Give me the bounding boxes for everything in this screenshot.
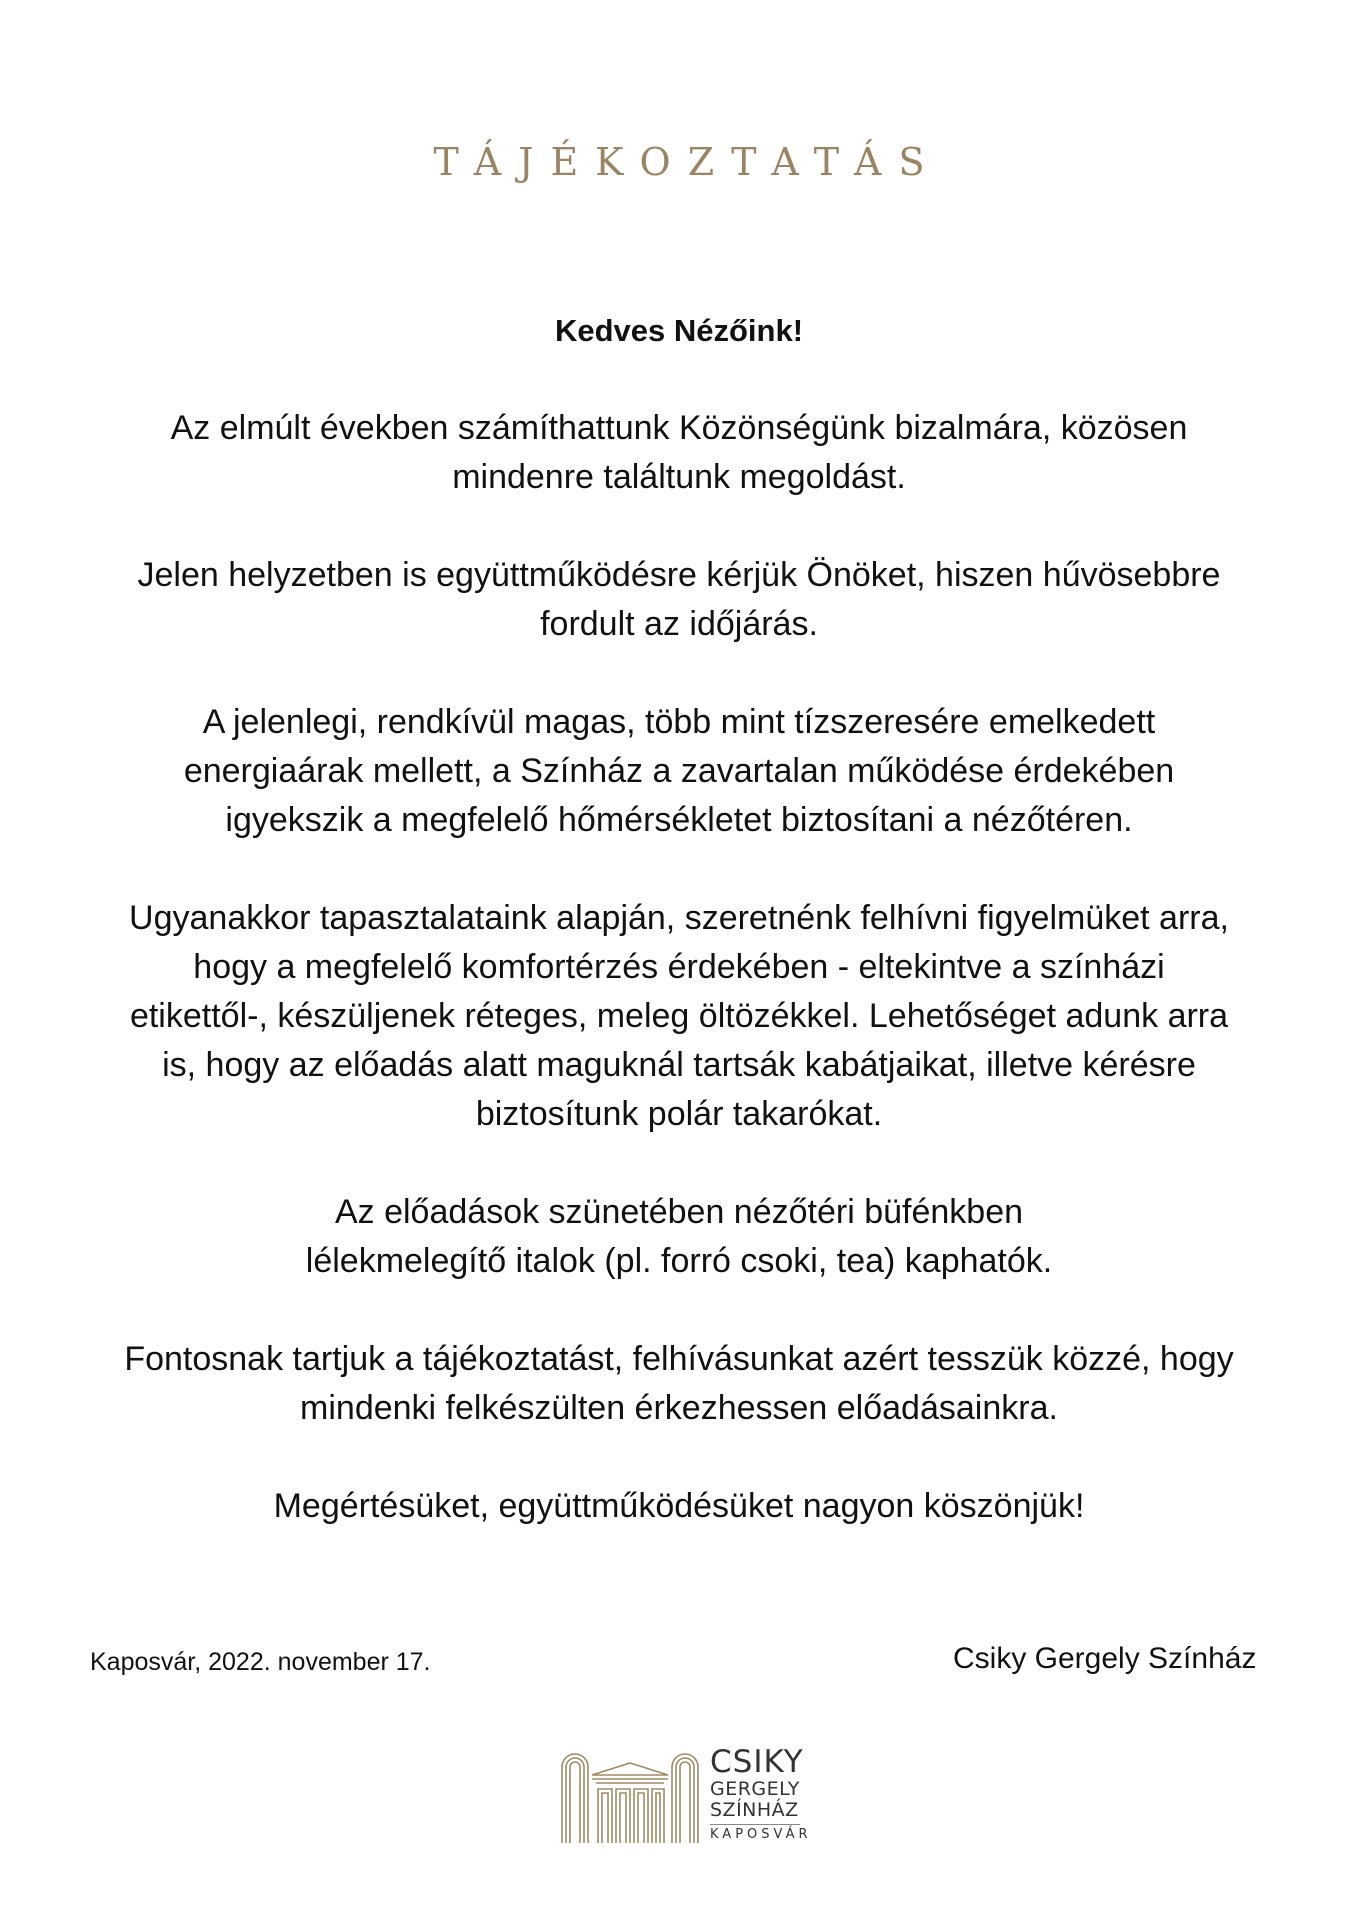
theatre-building-icon <box>560 1745 700 1845</box>
greeting: Kedves Nézőink! <box>554 313 804 348</box>
paragraph-line: Fontosnak tartjuk a tájékoztatást, felhívásunkat azért tesszük közzé, hogy <box>124 1340 1234 1378</box>
paragraph-spacer <box>0 1286 1358 1335</box>
paragraph <box>0 1482 1358 1531</box>
paragraph-line: Megértésüket, együttműködésüket nagyon köszönjük! <box>273 1487 1085 1525</box>
logo-line-1: CSIKY <box>710 1744 804 1780</box>
paragraph <box>0 1335 1358 1433</box>
paragraph-spacer <box>0 845 1358 894</box>
paragraph-line: Az előadások szünetében nézőtéri büfénkben <box>334 1193 1024 1231</box>
letter-body <box>0 306 1358 1531</box>
paragraph <box>0 404 1358 502</box>
paragraph-line: energiaárak mellett, a Színház a zavartalan működése érdekében <box>183 752 1175 790</box>
paragraph-line: mindenre találtunk megoldást. <box>452 458 906 496</box>
paragraph-spacer <box>0 355 1358 404</box>
paragraph-line: Ugyanakkor tapasztalataink alapján, szeretnénk felhívni figyelmüket arra, <box>129 899 1229 937</box>
paragraph-spacer <box>0 1139 1358 1188</box>
paragraph-line: is, hogy az előadás alatt maguknál tartsák kabátjaikat, illetve kérésre <box>162 1046 1196 1084</box>
paragraph <box>0 1188 1358 1286</box>
logo-wordmark <box>710 1744 812 1842</box>
paragraph-line: Jelen helyzetben is együttműködésre kérjük Önöket, hiszen hűvösebbre <box>137 556 1221 594</box>
logo-line-4: KAPOSVÁR <box>710 1824 800 1841</box>
paragraph-line: A jelenlegi, rendkívül magas, több mint tízszeresére emelkedett <box>202 703 1156 741</box>
paragraph-line: etikettől-, készüljenek réteges, meleg öltözékkel. Lehetőséget adunk arra <box>129 997 1229 1035</box>
paragraph-line: igyekszik a megfelelő hőmérsékletet biztosítani a nézőtéren. <box>225 801 1133 839</box>
logo-line-2: GERGELY <box>710 1778 800 1800</box>
paragraph-spacer <box>0 1433 1358 1482</box>
page-title: TÁJÉKOZTATÁS <box>433 140 942 184</box>
paragraph-line: biztosítunk polár takarókat. <box>475 1095 883 1133</box>
theatre-logo <box>560 1745 820 1845</box>
place-date: Kaposvár, 2022. november 17. <box>90 1648 431 1676</box>
logo-line-3: SZÍNHÁZ <box>710 1799 799 1821</box>
paragraph-line: lélekmelegítő italok (pl. forró csoki, tea) kaphatók. <box>305 1242 1053 1280</box>
paragraph <box>0 894 1358 1139</box>
paragraph <box>0 551 1358 649</box>
paragraph-line: hogy a megfelelő komfortérzés érdekében - eltekintve a színházi <box>193 948 1165 986</box>
paragraph-line: Az elmúlt években számíthattunk Közönségünk bizalmára, közösen <box>170 409 1188 447</box>
paragraph-spacer <box>0 502 1358 551</box>
paragraph-spacer <box>0 649 1358 698</box>
paragraph-line: mindenki felkészülten érkezhessen előadásainkra. <box>300 1389 1058 1427</box>
paragraph-line: fordult az időjárás. <box>540 605 818 643</box>
paragraph <box>0 698 1358 845</box>
signature: Csiky Gergely Színház <box>953 1642 1257 1675</box>
